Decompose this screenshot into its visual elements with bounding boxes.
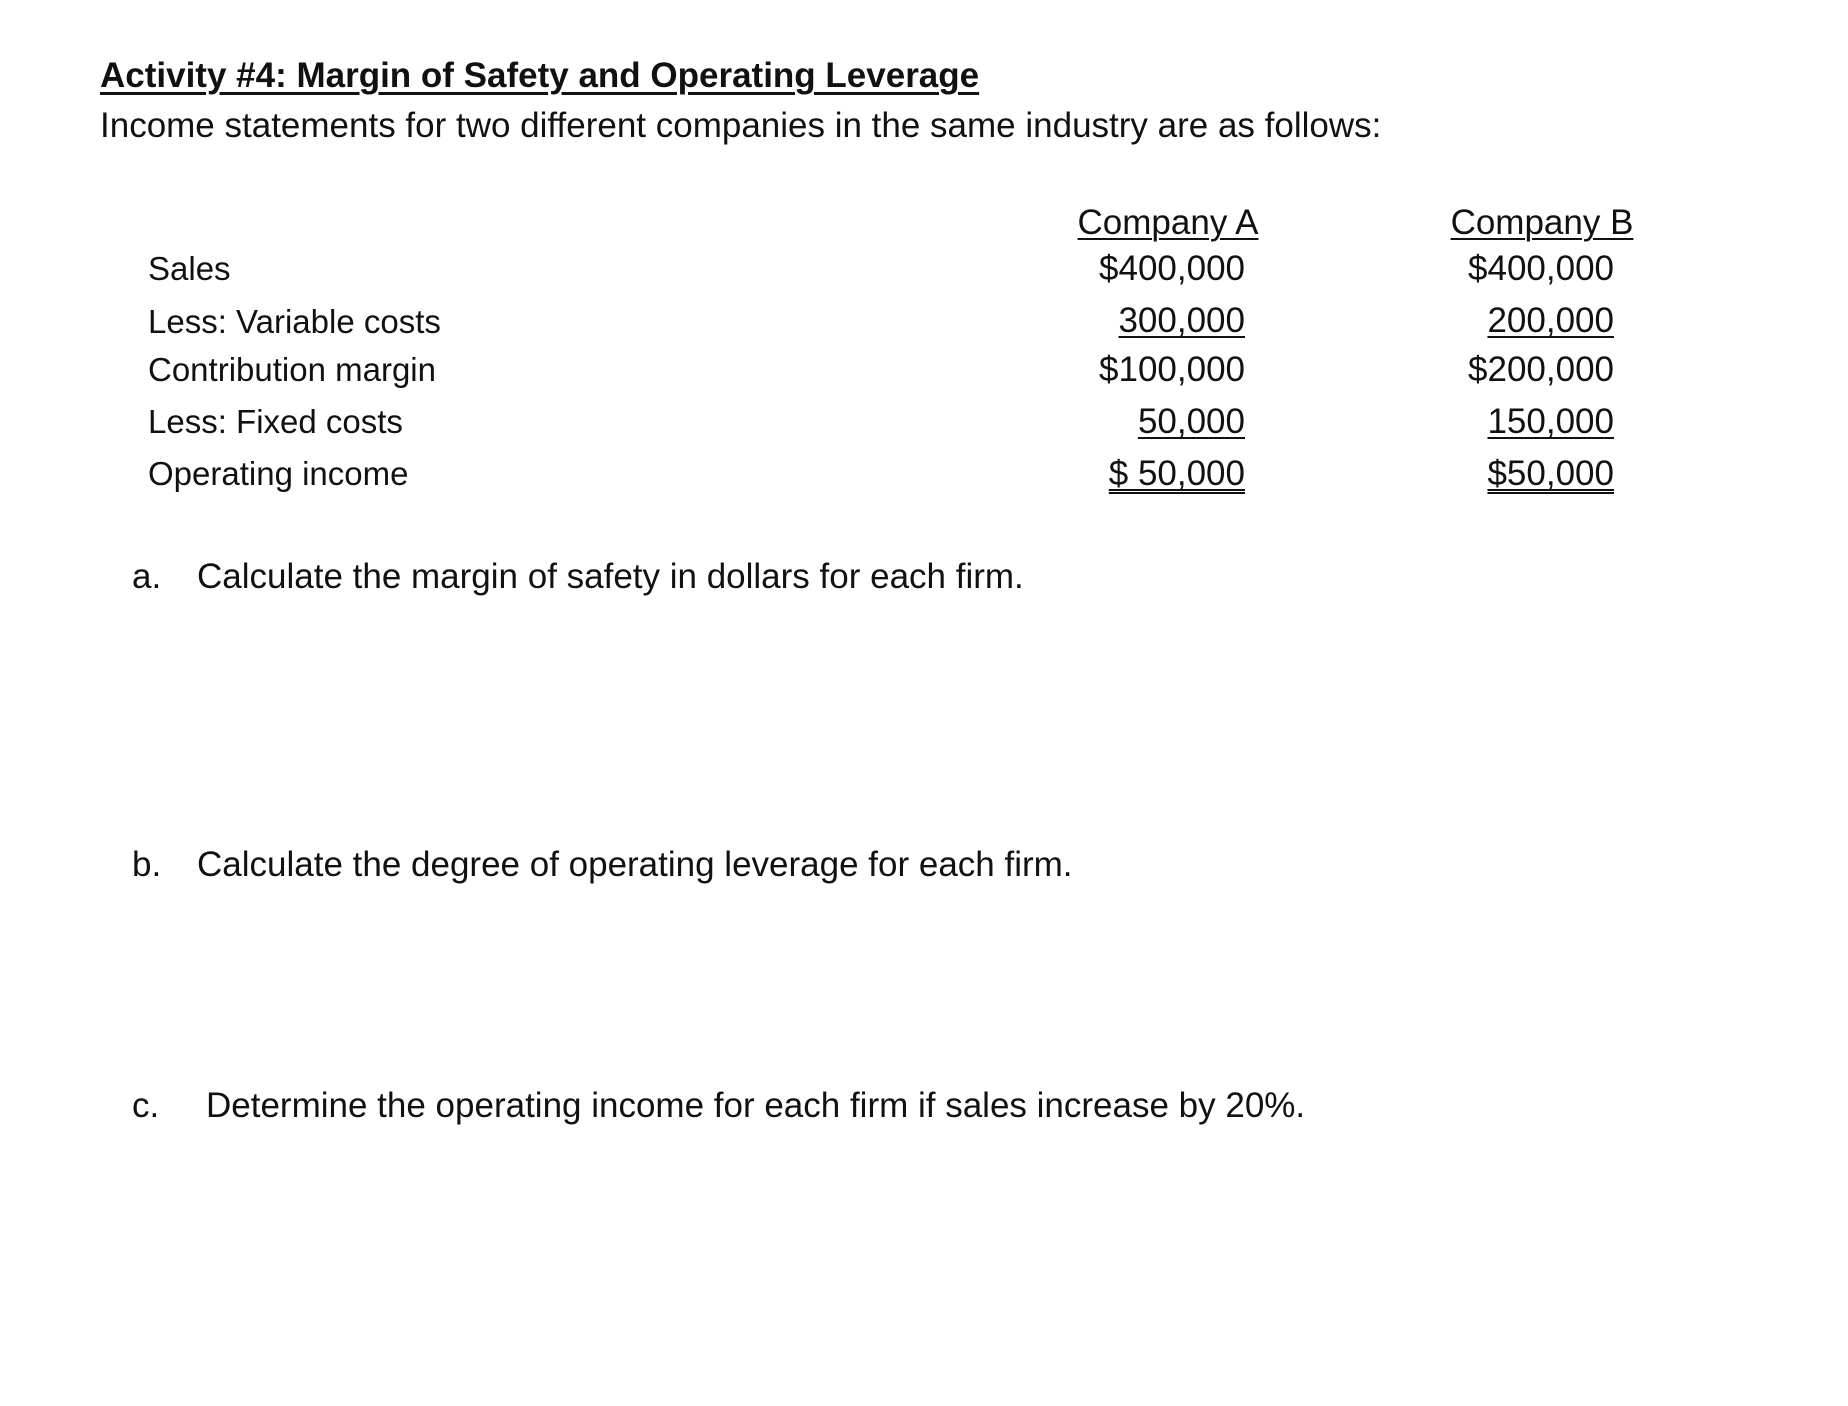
question-a-text: Calculate the margin of safety in dollars for each firm. (197, 557, 1024, 596)
question-c-letter: c. (132, 1086, 160, 1125)
company-b-contribution-margin: $200,000 (1468, 350, 1614, 389)
company-a-header: Company A (1077, 203, 1259, 242)
company-b-sales: $400,000 (1468, 249, 1614, 288)
row-label-variable-costs: Less: Variable costs (148, 303, 441, 340)
row-label-operating-income: Operating income (148, 455, 409, 492)
question-c-text: Determine the operating income for each firm if sales increase by 20%. (206, 1086, 1306, 1125)
company-a-contribution-margin: $100,000 (1099, 350, 1245, 389)
company-b-header: Company B (1450, 203, 1634, 242)
company-a-variable-costs: 300,000 (1118, 301, 1245, 340)
row-label-contribution-margin: Contribution margin (148, 351, 436, 388)
row-label-fixed-costs: Less: Fixed costs (148, 403, 403, 440)
intro-text: Income statements for two different companies in the same industry are as follows: (100, 106, 1382, 145)
question-b-letter: b. (132, 845, 162, 884)
company-a-fixed-costs: 50,000 (1137, 402, 1245, 441)
company-b-fixed-costs: 150,000 (1487, 402, 1614, 441)
question-a-letter: a. (132, 557, 162, 596)
row-label-sales: Sales (148, 250, 231, 287)
company-b-operating-income: $50,000 (1487, 454, 1614, 493)
company-b-variable-costs: 200,000 (1487, 301, 1614, 340)
question-b-text: Calculate the degree of operating leverage for each firm. (197, 845, 1073, 884)
company-a-operating-income: $ 50,000 (1108, 454, 1245, 493)
company-a-sales: $400,000 (1099, 249, 1245, 288)
activity-title: Activity #4: Margin of Safety and Operating Leverage (100, 56, 980, 95)
